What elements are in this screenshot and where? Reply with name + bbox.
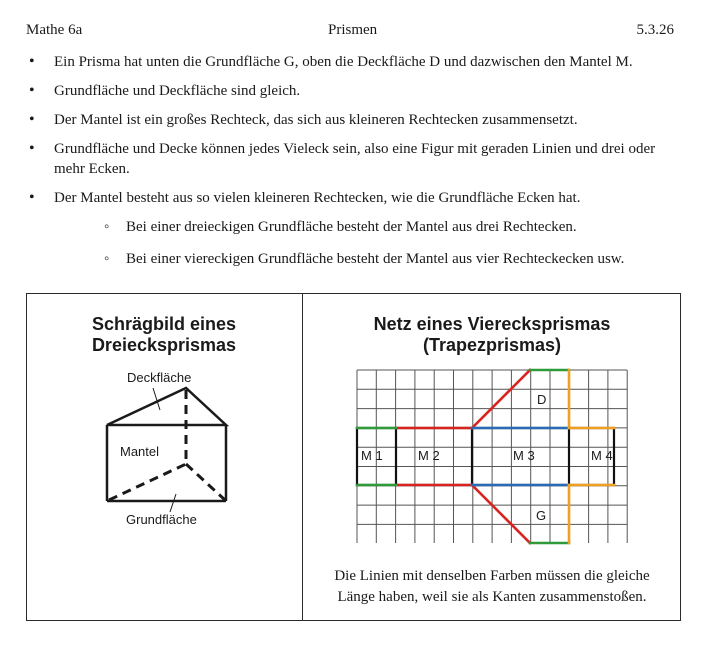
label-deckflaeche: Deckfläche	[127, 370, 192, 385]
label-g: G	[536, 508, 547, 523]
header-topic: Prismen	[328, 22, 378, 38]
label-m3: M 3	[513, 448, 535, 463]
sub-list-item: ◦ Bei einer dreieckigen Grundfläche besteht der Mantel aus drei Rechtecken.	[79, 217, 686, 237]
right-title-line: (Trapezprismas)	[422, 335, 562, 355]
list-item: • Ein Prisma hat unten die Grundfläche G, oben die Deckfläche D und dazwischen den Mantel M.	[26, 52, 686, 72]
caption-line: Länge haben, weil sie als Kanten zusammenstoßen.	[337, 589, 647, 605]
label-m1: M 1	[361, 448, 383, 463]
label-mantel: Mantel	[120, 444, 160, 459]
label-grundflaeche: Grundfläche	[126, 512, 197, 527]
list-item: • Der Mantel ist ein großes Rechteck, das sich aus kleineren Rechtecken zusammensetzt.	[26, 110, 686, 130]
list-item-text: Der Mantel besteht aus so vielen kleineren Rechtecken, wie die Grundfläche Ecken hat.	[54, 190, 581, 206]
label-m2: M 2	[418, 448, 440, 463]
right-title-line: Netz eines Vierecksprismas	[373, 314, 611, 334]
sub-list-item: ◦ Bei einer viereckigen Grundfläche besteht der Mantel aus vier Rechteckecken usw.	[79, 249, 686, 269]
label-d: D	[537, 392, 547, 407]
header-course: Mathe 6a	[26, 22, 83, 38]
left-title-line: Schrägbild eines	[91, 314, 237, 334]
red-edge-d-left	[472, 370, 530, 428]
header-date: 5.3.26	[636, 22, 674, 38]
list-item: • Grundfläche und Decke können jedes Vieleck sein, also eine Figur mit geraden Linien und drei oder mehr Ecken.	[26, 139, 686, 179]
caption-line: Die Linien mit denselben Farben müssen die gleiche	[334, 568, 650, 584]
net-caption	[303, 566, 681, 608]
grid	[357, 370, 627, 543]
list-item: • Grundfläche und Deckfläche sind gleich.	[26, 81, 686, 101]
label-m4: M 4	[591, 448, 613, 463]
left-title-line: Dreiecksprismas	[91, 335, 237, 355]
red-edge-g-left	[472, 485, 530, 543]
